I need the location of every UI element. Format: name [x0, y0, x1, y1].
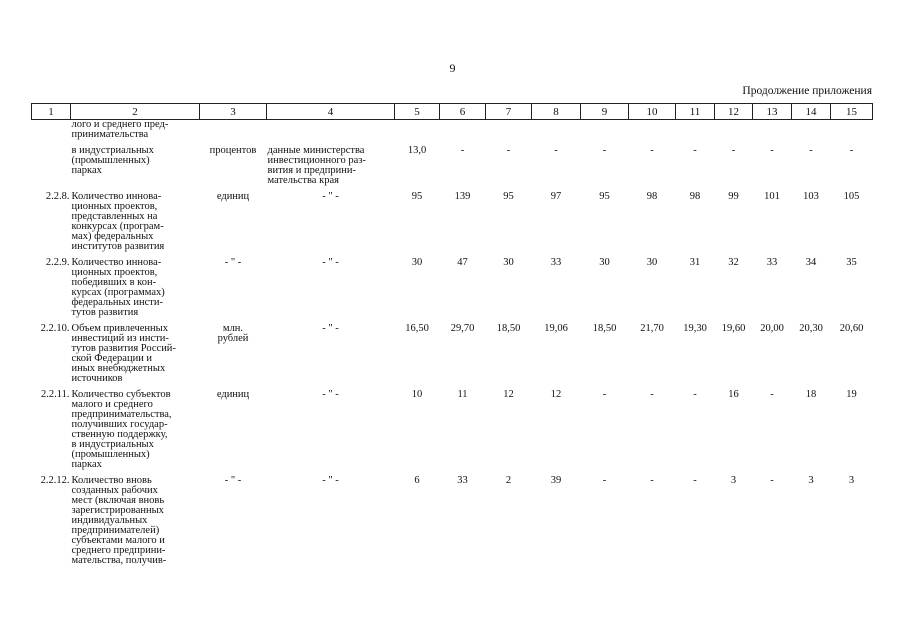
unit-cell [200, 390, 267, 470]
value-cell: 95 [503, 191, 514, 202]
value-cell: 19,06 [544, 323, 568, 334]
cell-line: парках [71, 165, 102, 176]
indicator-name [71, 120, 200, 141]
cell-line: единиц [216, 389, 250, 400]
source-cell [267, 324, 395, 384]
value-cell: - [554, 145, 558, 156]
value-cell: 12 [550, 389, 562, 400]
row-number: 2.2.12. [40, 475, 70, 486]
cell-line: рублей [217, 333, 249, 344]
value-cell [532, 120, 581, 141]
cell-line: источников [71, 373, 123, 384]
header-row [32, 104, 873, 120]
value-cell: 6 [414, 475, 420, 486]
cell-line: Количество вновь [71, 475, 152, 486]
cell-line: тутов развития Россий- [71, 343, 176, 354]
value-cell: 3 [730, 475, 737, 486]
cell-line: вития и предприни- [267, 165, 356, 176]
unit-cell [200, 192, 267, 252]
value-cell: - [693, 389, 697, 400]
cell-line: парках [71, 459, 102, 470]
value-cell: 3 [848, 475, 855, 486]
value-cell: - [506, 145, 511, 156]
value-cell: - [693, 145, 697, 156]
column-header-8: 8 [532, 104, 581, 120]
value-cell: 39 [550, 475, 562, 486]
table-body [32, 120, 873, 567]
cell-line: Объем привлеченных [71, 323, 168, 334]
value-cell [676, 120, 715, 141]
value-cell: 30 [646, 257, 658, 268]
source-cell [267, 258, 395, 318]
value-cell [440, 120, 486, 141]
row-number: 2.2.9. [45, 257, 70, 268]
column-header-13: 13 [753, 104, 792, 120]
cell-line: созданных рабочих [71, 485, 158, 496]
value-cell: 105 [843, 191, 860, 202]
value-cell: 10 [411, 389, 423, 400]
cell-line: в индустриальных [71, 439, 154, 450]
table-row [32, 120, 873, 141]
column-header-1: 1 [32, 104, 71, 120]
cell-line: принимательства [71, 129, 149, 140]
value-cell: 2 [505, 475, 512, 486]
cell-line: млн. [222, 323, 244, 334]
value-cell: 3 [808, 475, 814, 486]
unit-cell [200, 476, 267, 566]
cell-line: инвестиционного раз- [267, 155, 366, 166]
value-cell: 103 [803, 191, 819, 202]
cell-line: получивших государ- [71, 419, 168, 430]
column-header-15: 15 [831, 104, 873, 120]
cell-line: тутов развития [71, 307, 139, 318]
row-number: 2.2.8. [45, 191, 70, 202]
value-cell: - [460, 145, 465, 156]
cell-line: в индустриальных [71, 145, 154, 156]
value-cell: 29,70 [450, 323, 475, 334]
column-header-7: 7 [486, 104, 532, 120]
value-cell: 47 [457, 257, 468, 268]
value-cell: - [602, 475, 607, 486]
column-header-6: 6 [440, 104, 486, 120]
value-cell: - [650, 145, 654, 156]
cell-line: ственную поддержку, [71, 429, 168, 440]
table-row [32, 476, 873, 566]
table-row [32, 390, 873, 470]
cell-line: инвестиций из инсти- [71, 333, 169, 344]
value-cell: - [693, 475, 697, 486]
cell-line: предпринимателей) [71, 525, 160, 536]
value-cell: 95 [599, 191, 610, 202]
unit-cell [200, 324, 267, 384]
value-cell: 32 [728, 257, 739, 268]
value-cell [792, 120, 831, 141]
table-row [32, 146, 873, 186]
cell-line: лого и среднего пред- [71, 119, 169, 130]
cell-line: Количество иннова- [71, 191, 162, 202]
row-number [32, 120, 71, 141]
value-cell: 19,60 [721, 323, 746, 334]
value-cell [395, 120, 440, 141]
value-cell: - [650, 389, 654, 400]
cell-line: - " - [322, 191, 339, 202]
indicator-table [31, 103, 873, 566]
cell-line: Количество субъектов [71, 389, 171, 400]
value-cell: - [731, 145, 736, 156]
value-cell: 20,00 [760, 323, 784, 334]
value-cell: 98 [646, 191, 658, 202]
value-cell: 16 [728, 389, 739, 400]
row-number [32, 146, 71, 186]
value-cell: 18 [805, 389, 817, 400]
cell-line: федеральных инсти- [71, 297, 164, 308]
cell-line: (промышленных) [71, 449, 150, 460]
value-cell: 19,30 [683, 323, 707, 334]
value-cell: 33 [457, 475, 468, 486]
cell-line: мательства края [267, 175, 339, 186]
value-cell [715, 120, 753, 141]
page-number: 9 [449, 61, 456, 75]
source-cell [267, 476, 395, 566]
cell-line: - " - [322, 323, 339, 334]
indicator-name [71, 146, 200, 186]
row-number: 2.2.11. [41, 389, 70, 400]
row-number: 2.2.10. [40, 323, 70, 334]
value-cell: - [770, 475, 774, 486]
value-cell: 33 [550, 257, 562, 268]
cell-line: единиц [216, 191, 250, 202]
value-cell [753, 120, 792, 141]
cell-line: - " - [224, 257, 242, 268]
value-cell: - [770, 145, 774, 156]
value-cell: - [849, 145, 854, 156]
column-header-11: 11 [676, 104, 715, 120]
cell-line: мах) федеральных [71, 231, 154, 242]
value-cell: 33 [766, 257, 778, 268]
cell-line: - " - [224, 475, 242, 486]
cell-line: индивидуальных [71, 515, 148, 526]
cell-line: - " - [322, 257, 339, 268]
cell-line: ской Федерации и [71, 353, 153, 364]
value-cell: 21,70 [640, 323, 664, 334]
value-cell: 30 [503, 257, 514, 268]
cell-line: конкурсах (програм- [71, 221, 164, 232]
value-cell: 12 [503, 389, 514, 400]
cell-line: представленных на [71, 211, 158, 222]
indicator-name [71, 192, 200, 252]
cell-line: мательства, получив- [71, 555, 167, 566]
source-cell [267, 192, 395, 252]
value-cell: - [650, 475, 654, 486]
value-cell: 139 [454, 191, 471, 202]
column-header-9: 9 [581, 104, 629, 120]
continuation-label: Продолжение приложения [742, 85, 872, 97]
source-cell [267, 146, 395, 186]
value-cell: 30 [411, 257, 423, 268]
value-cell: - [602, 145, 607, 156]
value-cell: 31 [689, 257, 701, 268]
value-cell: 18,50 [496, 323, 521, 334]
cell-line: малого и среднего [71, 399, 153, 410]
cell-line: предпринимательства, [71, 409, 172, 420]
cell-line: зарегистрированных [71, 505, 164, 516]
cell-line: курсах (программах) [71, 287, 165, 298]
column-header-14: 14 [792, 104, 831, 120]
indicator-name [71, 258, 200, 318]
cell-line: ционных проектов, [71, 201, 158, 212]
value-cell: 20,60 [839, 323, 864, 334]
unit-cell [200, 120, 267, 141]
value-cell [486, 120, 532, 141]
column-header-4: 4 [267, 104, 395, 120]
cell-line: - " - [322, 389, 339, 400]
indicator-name [71, 390, 200, 470]
indicator-name [71, 324, 200, 384]
value-cell [831, 120, 873, 141]
unit-cell [200, 258, 267, 318]
value-cell: 99 [728, 191, 739, 202]
value-cell: 35 [846, 257, 857, 268]
indicator-name [71, 476, 200, 566]
column-header-5: 5 [395, 104, 440, 120]
column-header-12: 12 [715, 104, 753, 120]
value-cell: 16,50 [405, 323, 429, 334]
cell-line: победивших в кон- [71, 277, 157, 288]
value-cell: 11 [457, 389, 468, 400]
cell-line: иных внебюджетных [71, 363, 166, 374]
value-cell: 101 [764, 191, 780, 202]
value-cell: 18,50 [592, 323, 617, 334]
cell-line: мест (включая вновь [71, 495, 165, 506]
cell-line: данные министерства [267, 145, 365, 156]
value-cell: 98 [689, 191, 701, 202]
cell-line: процентов [209, 145, 257, 156]
table-row [32, 324, 873, 384]
table-row [32, 192, 873, 252]
value-cell [581, 120, 629, 141]
cell-line: - " - [322, 475, 339, 486]
source-cell [267, 120, 395, 141]
value-cell: - [770, 389, 774, 400]
value-cell: 20,30 [799, 323, 823, 334]
value-cell: 30 [599, 257, 610, 268]
value-cell: - [602, 389, 607, 400]
value-cell: - [809, 145, 813, 156]
column-header-10: 10 [629, 104, 676, 120]
value-cell: 97 [550, 191, 562, 202]
value-cell: 95 [411, 191, 423, 202]
value-cell [629, 120, 676, 141]
column-header-3: 3 [200, 104, 267, 120]
unit-cell [200, 146, 267, 186]
cell-line: субъектами малого и [71, 535, 165, 546]
value-cell: 13,0 [407, 145, 427, 156]
cell-line: институтов развития [71, 241, 165, 252]
table-row [32, 258, 873, 318]
source-cell [267, 390, 395, 470]
cell-line: Количество иннова- [71, 257, 162, 268]
column-header-2: 2 [71, 104, 200, 120]
cell-line: среднего предприни- [71, 545, 166, 556]
value-cell: 34 [805, 257, 817, 268]
cell-line: ционных проектов, [71, 267, 158, 278]
cell-line: (промышленных) [71, 155, 150, 166]
value-cell: 19 [846, 389, 857, 400]
